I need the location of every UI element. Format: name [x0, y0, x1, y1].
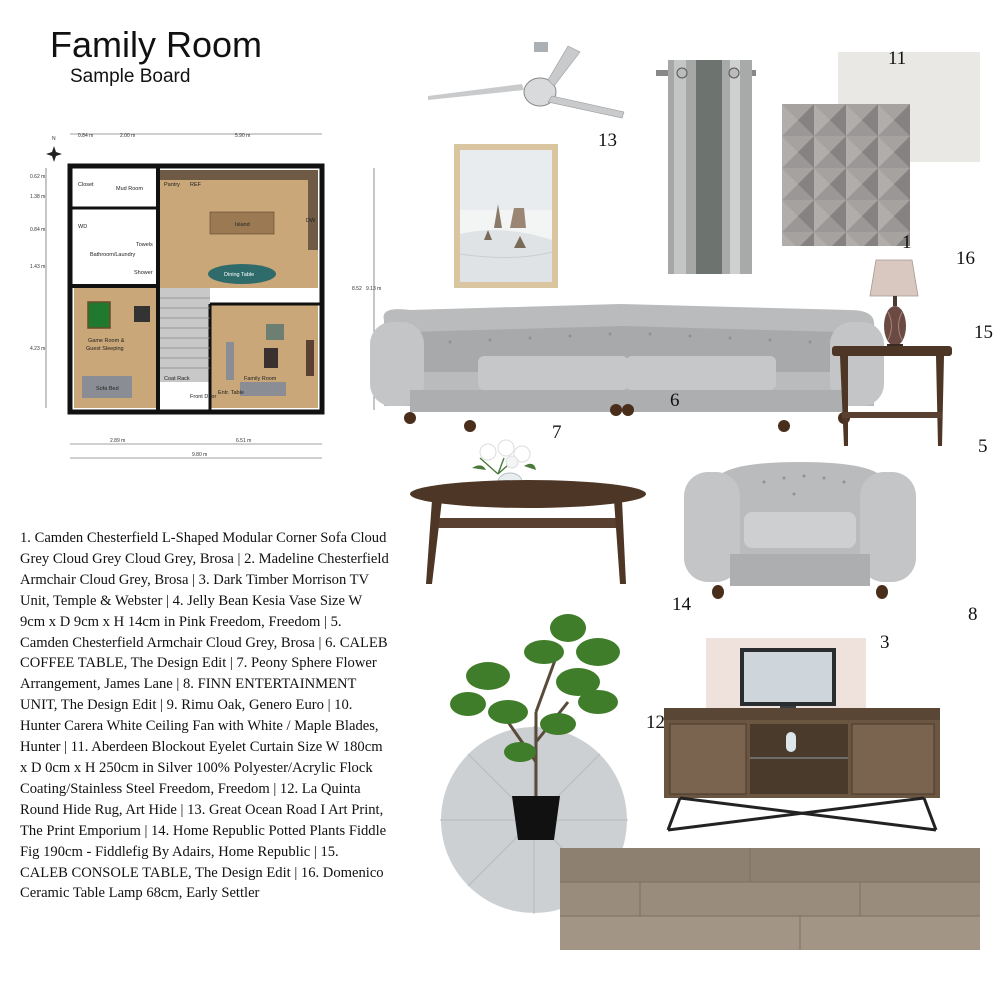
label-12: 12	[646, 712, 665, 733]
fabric-swatch-image	[782, 104, 910, 246]
label-13: 13	[598, 130, 617, 151]
label-5: 5	[978, 436, 988, 457]
label-15: 15	[974, 322, 993, 343]
console-table-image	[832, 344, 954, 448]
television-image	[740, 648, 836, 712]
rimu-oak-floor-sample	[560, 848, 980, 950]
label-11: 11	[888, 48, 907, 69]
dim-top-2: 2.00 m	[120, 133, 136, 139]
dim-left-2: 1.38 m	[30, 194, 46, 200]
label-8: 8	[968, 604, 978, 625]
room-games: Game Room &	[88, 338, 125, 344]
room-bathroom: Bathroom/Laundry	[90, 252, 136, 258]
tv-unit-image	[660, 646, 944, 832]
curtain-image	[656, 56, 756, 274]
dim-right-2: 9.13 m	[366, 286, 382, 292]
item-list-description: 1. Camden Chesterfield L-Shaped Modular Corner Sofa Cloud Grey Cloud Grey Cloud Grey, Brosa | 2. Madeline Chesterfield Armchair Cloud Grey, Brosa | 3. Dark Timber Morrison TV Unit, Temple & Webster | 4. Jelly Bean Kesia Vase Size W 9cm x D 9cm x H 14cm in Pink Freedom, Freedom | 5. Camden Chesterfield Armchair Cloud Grey, Brosa | 6. CALEB COFFEE TABLE, The Design Edit | 7. Peony Sphere Flower Arrangement, James Lane | 8. FINN ENTERTAINMENT UNIT, The Design Edit | 9. Rimu Oak, Genero Euro | 10. Hunter Carera White Ceiling Fan with White / Maple Blades, Hunter | 11. Aberdeen Blockout Eyelet Curtain Size W 180cm x D 0cm x H 250cm in Silver 100% Polyester/Acrylic Flock Coating/Stainless Steel Freedom, Freedom | 12. La Quinta Round Hide Rug, Art Hide | 13. Great Ocean Road I Art Print, The Print Emporium | 14. Home Republic Potted Plants Fiddle Fig 190cm - Fiddlefig By Adairs, Home Republic | 15. CALEB CONSOLE TABLE, The Design Edit | 16. Domenico Ceramic Table Lamp 68cm, Early Settler	[20, 530, 389, 902]
room-towels: Towels	[136, 242, 153, 248]
ceiling-fan-image	[428, 40, 628, 120]
label-16: 16	[956, 248, 975, 269]
dim-left-1: 0.62 m	[30, 174, 46, 180]
dim-bottom-3: 9.80 m	[192, 452, 208, 458]
label-14: 14	[672, 594, 691, 615]
room-coatrack: Coat Rack	[164, 376, 190, 382]
fiddle-fig-plant-image	[448, 612, 634, 844]
svg-text:N: N	[52, 136, 56, 142]
room-closet: Closet	[78, 182, 94, 188]
room-dining: Dining Table	[224, 272, 255, 278]
dim-left-4: 1.43 m	[30, 264, 46, 270]
room-sofabed: Sofa Bed	[96, 386, 119, 392]
dim-left-5: 4.23 m	[30, 346, 46, 352]
room-mudroom: Mud Room	[116, 186, 143, 192]
room-guest: Guest Sleeping	[86, 346, 124, 352]
table-lamp-image	[868, 256, 924, 352]
room-island: Island	[235, 222, 250, 228]
dim-left-3: 0.84 m	[30, 227, 46, 233]
room-shower: Shower	[134, 270, 153, 276]
room-entrance: Entr. Table	[218, 390, 244, 396]
sectional-sofa-image	[370, 302, 884, 434]
label-7: 7	[552, 422, 562, 443]
dim-right-1: 8.52	[352, 286, 362, 292]
coffee-table-image	[408, 438, 648, 586]
floor-plan	[30, 128, 390, 468]
art-print-image	[454, 144, 558, 288]
room-dw: DW	[306, 218, 316, 224]
room-ref: REF	[190, 182, 201, 188]
label-6: 6	[670, 390, 680, 411]
room-front: Front Door	[190, 394, 217, 400]
room-family: Family Room	[244, 376, 277, 382]
label-3: 3	[880, 632, 890, 653]
dim-bottom-2: 6.51 m	[236, 438, 252, 444]
board-subtitle: Sample Board	[70, 66, 191, 87]
room-pantry: Pantry	[164, 182, 180, 188]
dim-top-1: 0.84 m	[78, 133, 94, 139]
dim-top-3: 5.90 m	[235, 133, 251, 139]
dim-bottom-1: 2.89 m	[110, 438, 126, 444]
label-1: 1	[902, 232, 912, 253]
board-title: Family Room	[50, 24, 263, 65]
room-wd: WD	[78, 224, 88, 230]
armchair-image	[684, 458, 916, 602]
compass-icon	[46, 136, 62, 162]
